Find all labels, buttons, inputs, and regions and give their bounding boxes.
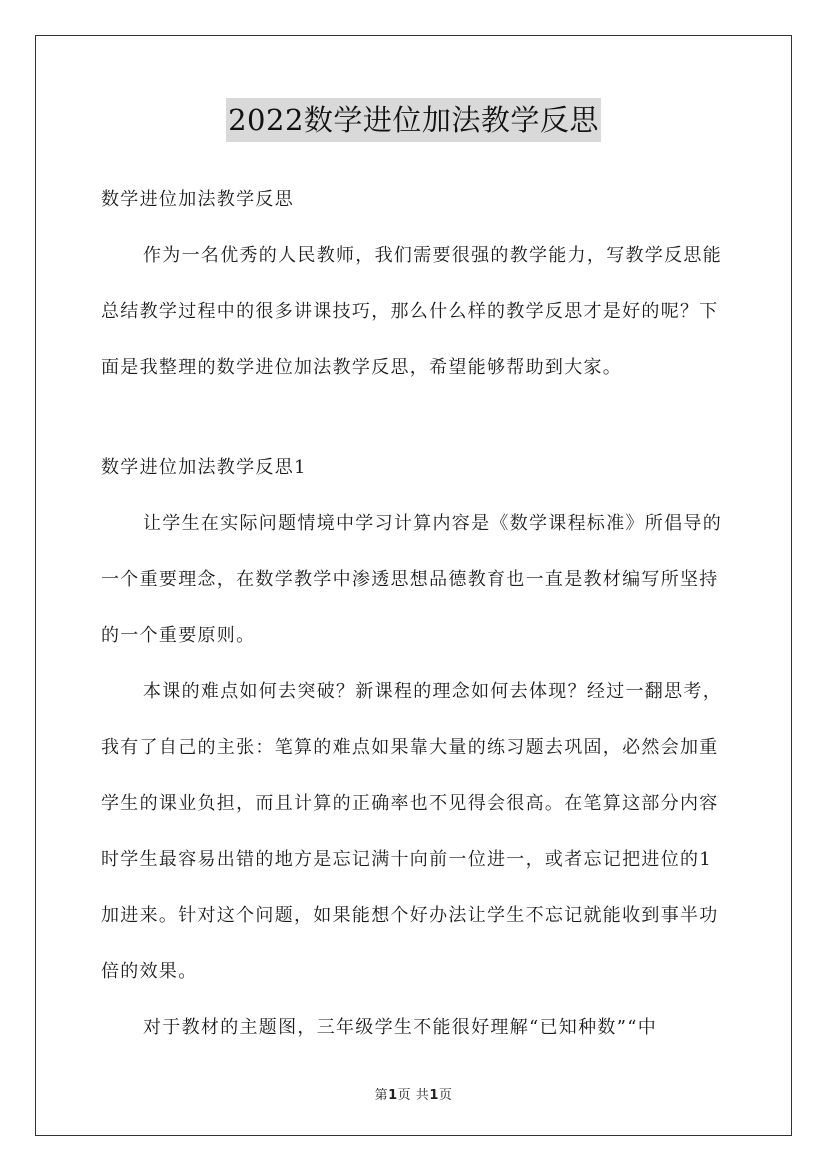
part1-heading: 数学进位加法教学反思1 [101,457,307,478]
body-paragraph-3: 对于教材的主题图，三年级学生不能很好理解“已知种数”“中 [143,1017,658,1038]
body-paragraph-2: 本课的难点如何去突破？新课程的理念如何去体现？经过一翻思考，我有了自己的主张：笔算的难点如果靠大量的练习题去巩固，必然会加重学生的课业负担，而且计算的正确率也不见得会很高。在笔算这部分内容时学生最容易出错的地方是忘记满十向前一位进一，或者忘记把进位的1加进来。针对这个问题，如果能想个好办法让学生不忘记就能收到事半功倍的效果。 [101,681,722,982]
title-container [0,98,827,142]
body-paragraph-1: 让学生在实际问题情境中学习计算内容是《数学课程标准》所倡导的一个重要理念，在数学教学中渗透思想品德教育也一直是教材编写所坚持的一个重要原则。 [101,513,722,646]
footer-page-number: 1 [388,1088,398,1103]
footer-page-total: 1 [429,1088,439,1103]
footer-suffix: 页 [438,1088,453,1103]
intro-paragraph: 作为一名优秀的人民教师，我们需要很强的教学能力，写教学反思能总结教学过程中的很多讲课技巧，那么什么样的教学反思才是好的呢？下面是我整理的数学进位加法教学反思，希望能够帮助到大家。 [101,245,722,378]
document-body [101,172,731,1056]
footer-prefix: 第 [374,1088,389,1103]
footer-mid: 页 共 [397,1088,430,1103]
section-heading: 数学进位加法教学反思 [101,189,294,210]
page-footer [0,1084,827,1103]
document-title: 2022数学进位加法教学反思 [226,98,601,142]
